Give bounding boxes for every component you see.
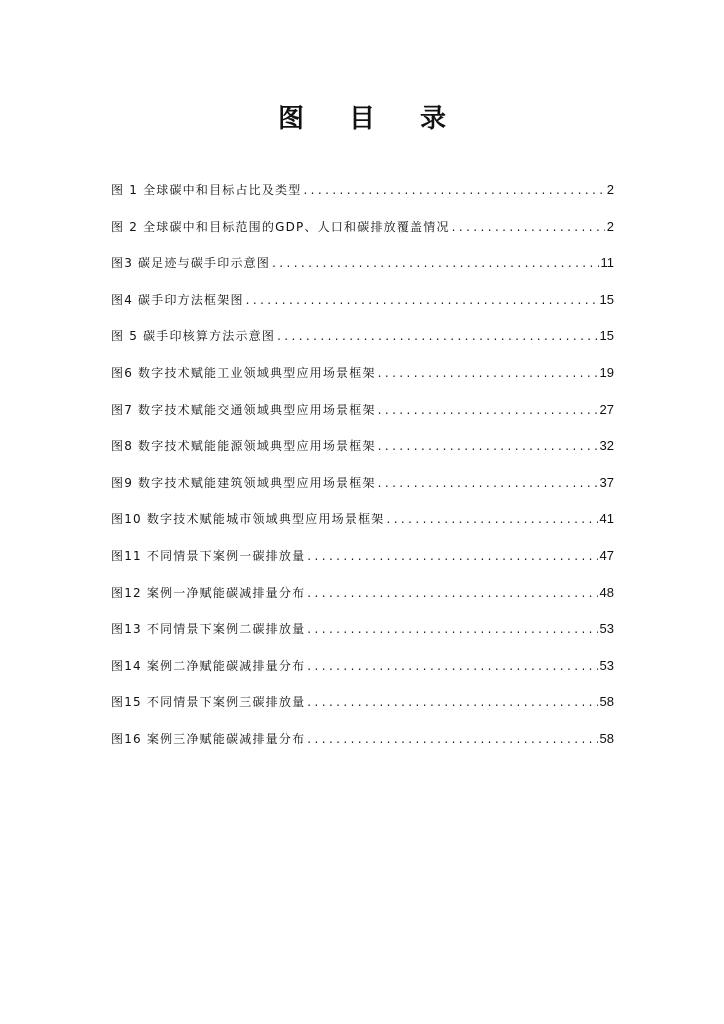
toc-entry[interactable] xyxy=(111,657,614,694)
dot-leader xyxy=(246,293,598,307)
toc-entry-label: 图15 不同情景下案例三碳排放量 xyxy=(111,695,306,710)
dot-leader xyxy=(307,586,597,600)
dot-leader xyxy=(307,732,597,746)
toc-entry[interactable] xyxy=(111,547,614,584)
dot-leader xyxy=(378,439,598,453)
toc-entry-label: 图6 数字技术赋能工业领域典型应用场景框架 xyxy=(111,365,376,380)
toc-entry[interactable] xyxy=(111,291,614,328)
toc-entry-label: 图3 碳足迹与碳手印示意图 xyxy=(111,256,271,271)
dot-leader xyxy=(387,512,598,526)
toc-entry-label: 图12 案例一净赋能碳减排量分布 xyxy=(111,585,306,600)
toc-entry-page: 2 xyxy=(606,182,614,197)
toc-entry-page: 48 xyxy=(599,584,614,600)
dot-leader xyxy=(272,256,598,270)
toc-entry[interactable] xyxy=(111,730,614,767)
toc-entry[interactable] xyxy=(111,474,614,511)
toc-entry-page: 2 xyxy=(606,218,614,234)
toc-entry-page: 37 xyxy=(599,474,614,490)
figure-list xyxy=(111,181,614,767)
toc-entry-label: 图4 碳手印方法框架图 xyxy=(111,292,244,307)
dot-leader xyxy=(303,183,604,197)
toc-entry-label: 图 2 全球碳中和目标范围的GDP、人口和碳排放覆盖情况 xyxy=(111,219,450,234)
toc-entry-page: 15 xyxy=(599,291,614,307)
toc-entry-label: 图 1 全球碳中和目标占比及类型 xyxy=(111,183,302,197)
dot-leader xyxy=(307,695,597,709)
toc-entry[interactable] xyxy=(111,693,614,730)
toc-entry-page: 27 xyxy=(599,401,614,417)
toc-entry-label: 图16 案例三净赋能碳减排量分布 xyxy=(111,731,306,746)
toc-entry-page: 41 xyxy=(599,511,614,527)
toc-entry[interactable] xyxy=(111,218,614,255)
dot-leader xyxy=(378,476,598,490)
toc-entry-page: 15 xyxy=(599,328,614,344)
toc-entry[interactable] xyxy=(111,510,614,547)
toc-entry-label: 图8 数字技术赋能能源领域典型应用场景框架 xyxy=(111,439,376,454)
toc-entry-page: 47 xyxy=(599,547,614,563)
dot-leader xyxy=(307,622,597,636)
dot-leader xyxy=(452,220,605,234)
dot-leader xyxy=(378,366,598,380)
toc-entry[interactable] xyxy=(111,327,614,364)
toc-entry-label: 图7 数字技术赋能交通领域典型应用场景框架 xyxy=(111,402,376,417)
dot-leader xyxy=(307,659,597,673)
dot-leader xyxy=(307,549,597,563)
dot-leader xyxy=(378,403,598,417)
dot-leader xyxy=(277,329,597,343)
toc-entry-label: 图14 案例二净赋能碳减排量分布 xyxy=(111,658,306,673)
toc-entry-page: 11 xyxy=(600,255,614,271)
toc-entry-page: 58 xyxy=(599,730,614,746)
toc-entry-page: 53 xyxy=(599,621,614,637)
toc-entry[interactable] xyxy=(111,364,614,401)
toc-entry[interactable] xyxy=(111,584,614,621)
page-title: 图 目 录 xyxy=(277,104,465,134)
toc-entry-page: 32 xyxy=(599,438,614,454)
toc-entry-page: 19 xyxy=(599,364,614,380)
toc-entry[interactable] xyxy=(111,254,614,291)
toc-entry-label: 图 5 碳手印核算方法示意图 xyxy=(111,329,276,344)
toc-entry[interactable] xyxy=(111,401,614,438)
toc-entry-label: 图13 不同情景下案例二碳排放量 xyxy=(111,622,306,637)
toc-entry[interactable] xyxy=(111,437,614,474)
toc-entry-page: 53 xyxy=(599,657,614,673)
toc-entry-label: 图9 数字技术赋能建筑领域典型应用场景框架 xyxy=(111,475,376,490)
toc-entry-label: 图10 数字技术赋能城市领域典型应用场景框架 xyxy=(111,512,385,527)
toc-entry-page: 58 xyxy=(599,694,614,710)
toc-entry-label: 图11 不同情景下案例一碳排放量 xyxy=(111,548,306,563)
toc-entry[interactable] xyxy=(111,181,614,218)
toc-entry[interactable] xyxy=(111,620,614,657)
